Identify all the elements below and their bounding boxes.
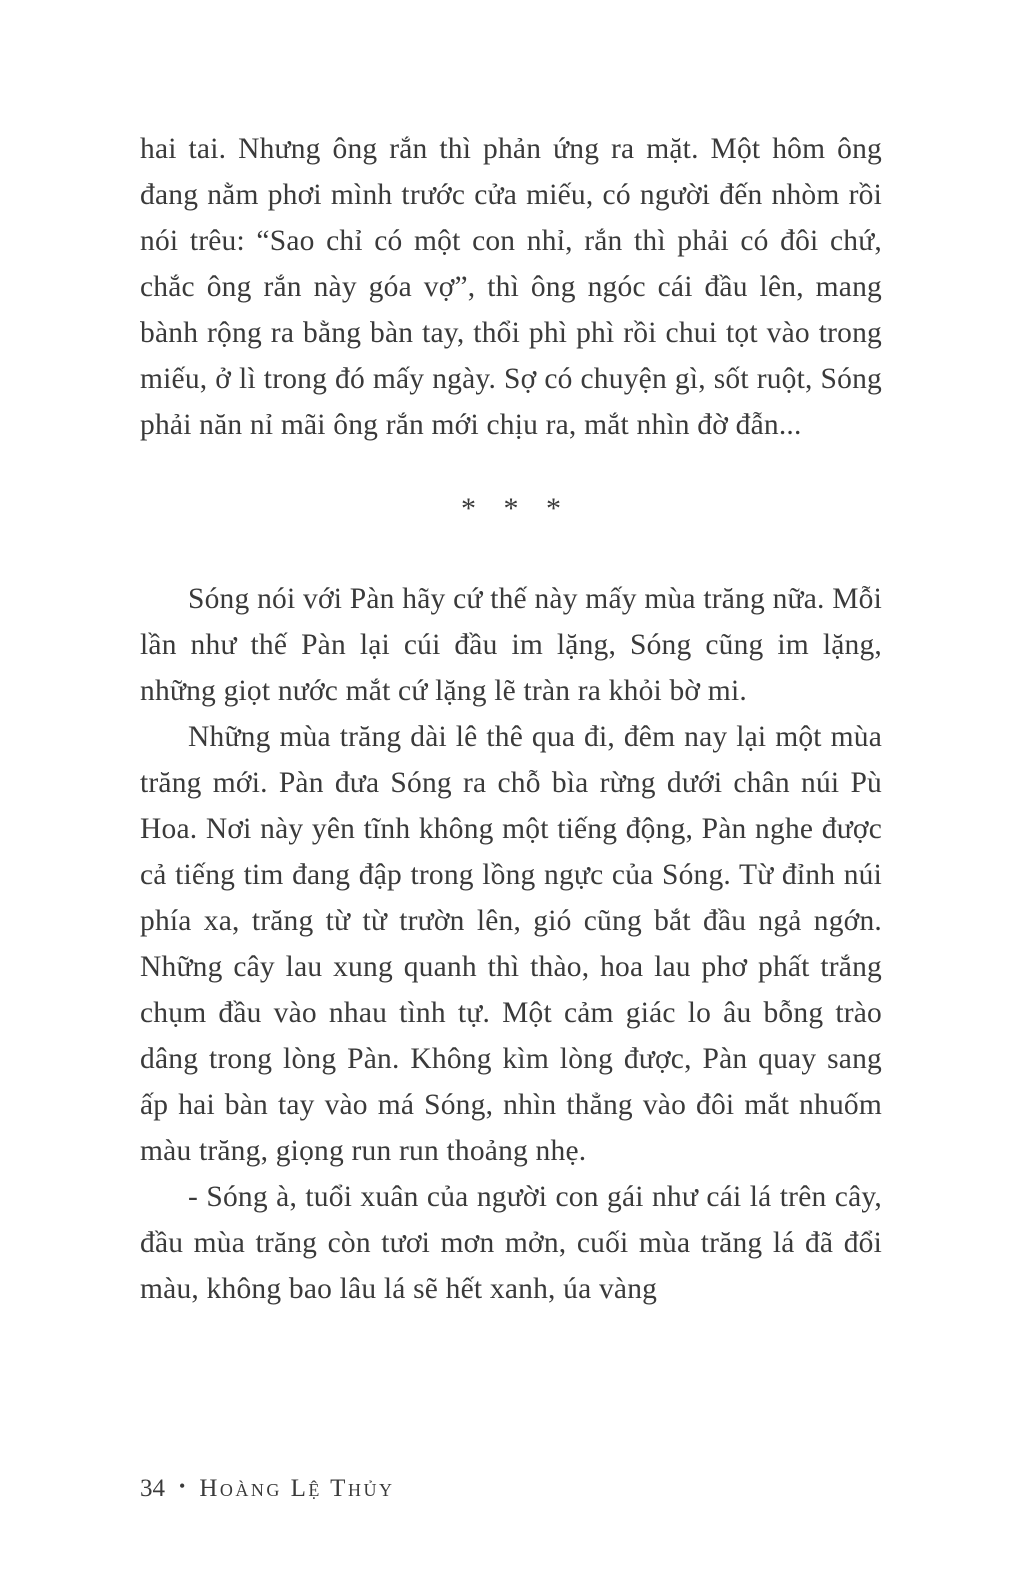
paragraph: Sóng nói với Pàn hãy cứ thế này mấy mùa trăng nữa. Mỗi lần như thế Pàn lại cúi đầu im lặng, Sóng cũng im lặng, những giọt nước mắt cứ lặng lẽ tràn ra khỏi bờ mi.	[140, 583, 882, 707]
page-footer	[140, 1475, 394, 1503]
page-number: 34	[140, 1475, 165, 1502]
section-separator: * * *	[461, 492, 571, 525]
text-content	[140, 126, 882, 1312]
author-name: Hoàng Lệ Thủy	[199, 1475, 395, 1502]
paragraph: - Sóng à, tuổi xuân của người con gái như cái lá trên cây, đầu mùa trăng còn tươi mơn mởn, cuối mùa trăng lá đã đổi màu, không bao lâu lá sẽ hết xanh, úa vàng	[140, 1181, 882, 1305]
footer-separator-dot: •	[179, 1476, 186, 1496]
paragraph: Những mùa trăng dài lê thê qua đi, đêm nay lại một mùa trăng mới. Pàn đưa Sóng ra chỗ bìa rừng dưới chân núi Pù Hoa. Nơi này yên tĩnh không một tiếng động, Pàn nghe được cả tiếng tim đang đập trong lồng ngực của Sóng. Từ đỉnh núi phía xa, trăng từ từ trườn lên, gió cũng bắt đầu ngả ngớn. Những cây lau xung quanh thì thào, hoa lau phơ phất trắng chụm đầu vào nhau tình tự. Một cảm giác lo âu bỗng trào dâng trong lòng Pàn. Không kìm lòng được, Pàn quay sang ấp hai bàn tay vào má Sóng, nhìn thẳng vào đôi mắt nhuốm màu trăng, giọng run run thoảng nhẹ.	[140, 721, 882, 1167]
paragraph: hai tai. Nhưng ông rắn thì phản ứng ra mặt. Một hôm ông đang nằm phơi mình trước cửa miếu, có người đến nhòm rồi nói trêu: “Sao chỉ có một con nhỉ, rắn thì phải có đôi chứ, chắc ông rắn này góa vợ”, thì ông ngóc cái đầu lên, mang bành rộng ra bằng bàn tay, thổi phì phì rồi chui tọt vào trong miếu, ở lì trong đó mấy ngày. Sợ có chuyện gì, sốt ruột, Sóng phải năn nỉ mãi ông rắn mới chịu ra, mắt nhìn đờ đẫn...	[140, 133, 882, 441]
